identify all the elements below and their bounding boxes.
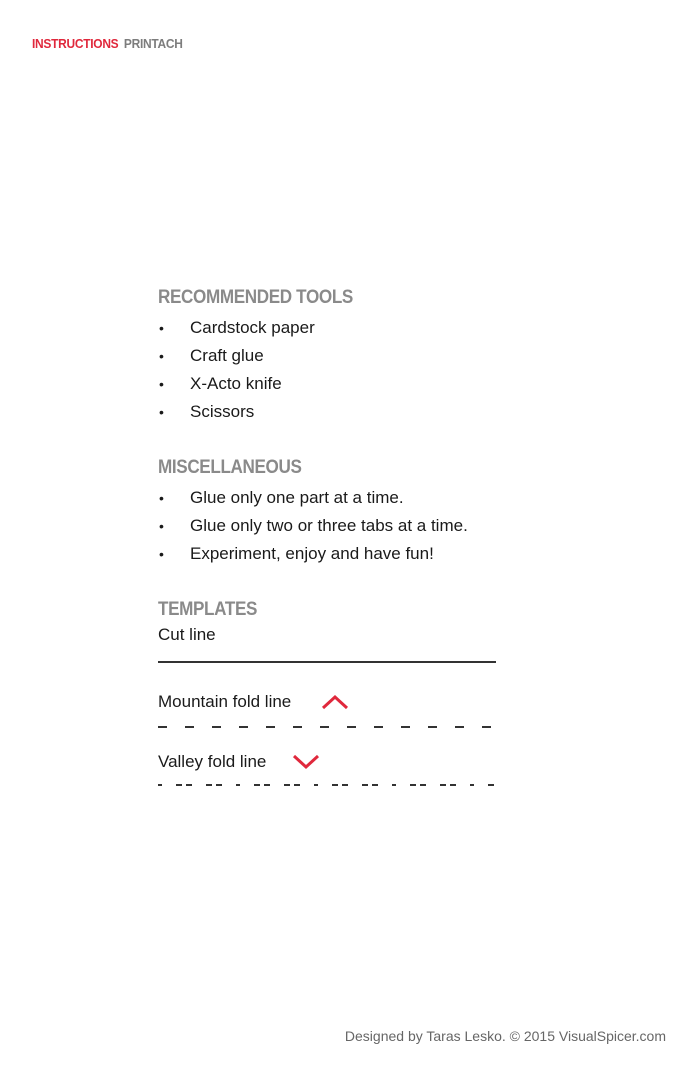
valley-fold-row bbox=[158, 749, 498, 775]
list-item bbox=[158, 398, 498, 426]
list-item bbox=[158, 314, 498, 342]
list-item-text: Experiment, enjoy and have fun! bbox=[190, 544, 434, 563]
bullet: • bbox=[159, 518, 164, 534]
footer-credit: Designed by Taras Lesko. © 2015 VisualSpicer.com bbox=[344, 1028, 666, 1044]
list-item-text: Glue only one part at a time. bbox=[190, 488, 404, 507]
cut-line-template bbox=[158, 622, 498, 663]
misc-list bbox=[158, 484, 498, 568]
header-instructions: INSTRUCTIONS bbox=[32, 36, 119, 51]
list-item bbox=[158, 512, 498, 540]
header-brand: PRINTACH bbox=[123, 36, 183, 51]
list-item bbox=[158, 342, 498, 370]
cut-line bbox=[158, 661, 496, 663]
bullet: • bbox=[159, 546, 164, 562]
list-item bbox=[158, 540, 498, 568]
valley-fold-line bbox=[158, 783, 498, 787]
mountain-fold-line bbox=[158, 725, 498, 729]
mountain-fold-row bbox=[158, 689, 498, 715]
chevron-up-icon bbox=[321, 694, 349, 710]
valley-fold-label: Valley fold line bbox=[158, 752, 267, 771]
valley-fold-template bbox=[158, 749, 498, 787]
section-templates bbox=[158, 598, 498, 787]
section-miscellaneous bbox=[158, 456, 498, 568]
cut-line-label: Cut line bbox=[158, 625, 216, 644]
page-header bbox=[32, 36, 183, 51]
bullet: • bbox=[159, 490, 164, 506]
mountain-fold-template bbox=[158, 689, 498, 729]
list-item-text: Glue only two or three tabs at a time. bbox=[190, 516, 468, 535]
list-item bbox=[158, 484, 498, 512]
section-heading: RECOMMENDED TOOLS bbox=[158, 287, 353, 308]
section-heading: MISCELLANEOUS bbox=[158, 457, 302, 478]
bullet: • bbox=[159, 320, 164, 336]
chevron-down-icon bbox=[292, 754, 320, 770]
list-item-text: X-Acto knife bbox=[190, 374, 282, 393]
section-recommended-tools bbox=[158, 286, 498, 426]
mountain-fold-label: Mountain fold line bbox=[158, 692, 292, 711]
section-heading: TEMPLATES bbox=[158, 599, 258, 620]
bullet: • bbox=[159, 376, 164, 392]
bullet: • bbox=[159, 348, 164, 364]
list-item bbox=[158, 370, 498, 398]
instructions-content bbox=[158, 286, 498, 787]
list-item-text: Cardstock paper bbox=[190, 318, 315, 337]
list-item-text: Craft glue bbox=[190, 346, 264, 365]
tools-list bbox=[158, 314, 498, 426]
list-item-text: Scissors bbox=[190, 402, 255, 421]
bullet: • bbox=[159, 404, 164, 420]
